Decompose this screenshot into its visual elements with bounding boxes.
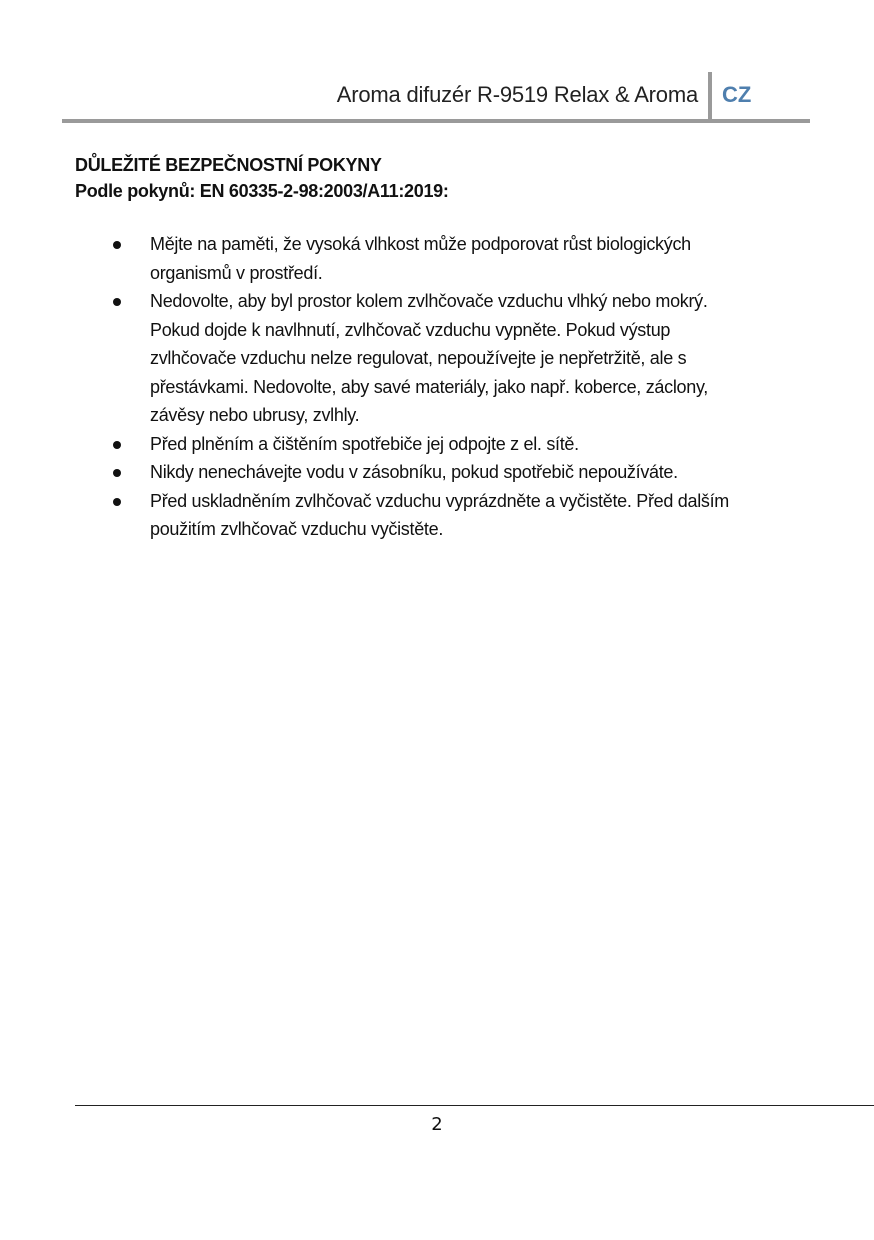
bullet-icon: [113, 298, 121, 306]
list-item-line: zvlhčovače vzduchu nelze regulovat, nepoužívejte je nepřetržitě, ale s: [150, 348, 687, 368]
list-item: [105, 487, 795, 544]
bullet-icon: [113, 469, 121, 477]
header-divider: [708, 72, 712, 120]
page-header: [62, 72, 810, 124]
safety-instructions-list: [105, 230, 795, 544]
list-item: [105, 430, 795, 459]
bullet-icon: [113, 241, 121, 249]
bullet-icon: [113, 498, 121, 506]
header-rule: [62, 119, 810, 123]
list-item-line: Před uskladněním zvlhčovač vzduchu vyprázdněte a vyčistěte. Před dalším: [150, 490, 729, 511]
language-code: CZ: [722, 82, 752, 107]
section-heading: [75, 152, 449, 204]
page-number: 2: [431, 1114, 443, 1135]
list-item-line: Nedovolte, aby byl prostor kolem zvlhčovače vzduchu vlhký nebo mokrý.: [150, 291, 708, 311]
heading-title: DŮLEŽITÉ BEZPEČNOSTNÍ POKYNY: [75, 155, 382, 175]
list-item: [105, 230, 795, 287]
list-item-line: přestávkami. Nedovolte, aby savé materiály, jako např. koberce, záclony,: [150, 376, 709, 397]
list-item: [105, 287, 795, 430]
list-item-line: organismů v prostředí.: [150, 262, 323, 283]
list-item-line: Pokud dojde k navlhnutí, zvlhčovač vzduchu vypněte. Pokud výstup: [150, 319, 671, 340]
list-item: [105, 458, 795, 487]
bullet-icon: [113, 441, 121, 449]
list-item-line: Před plněním a čištěním spotřebiče jej odpojte z el. sítě.: [150, 433, 579, 454]
document-title: Aroma difuzér R-9519 Relax & Aroma: [336, 82, 698, 107]
list-item-line: Mějte na paměti, že vysoká vlhkost může podporovat růst biologických: [150, 234, 691, 254]
list-item-line: závěsy nebo ubrusy, zvlhly.: [150, 405, 360, 425]
list-item-line: Nikdy nenechávejte vodu v zásobníku, pokud spotřebič nepoužíváte.: [150, 462, 678, 482]
footer-rule: [75, 1105, 874, 1106]
heading-standard: Podle pokynů: EN 60335-2-98:2003/A11:2019:: [75, 181, 449, 201]
list-item-line: použitím zvlhčovač vzduchu vyčistěte.: [150, 519, 444, 539]
